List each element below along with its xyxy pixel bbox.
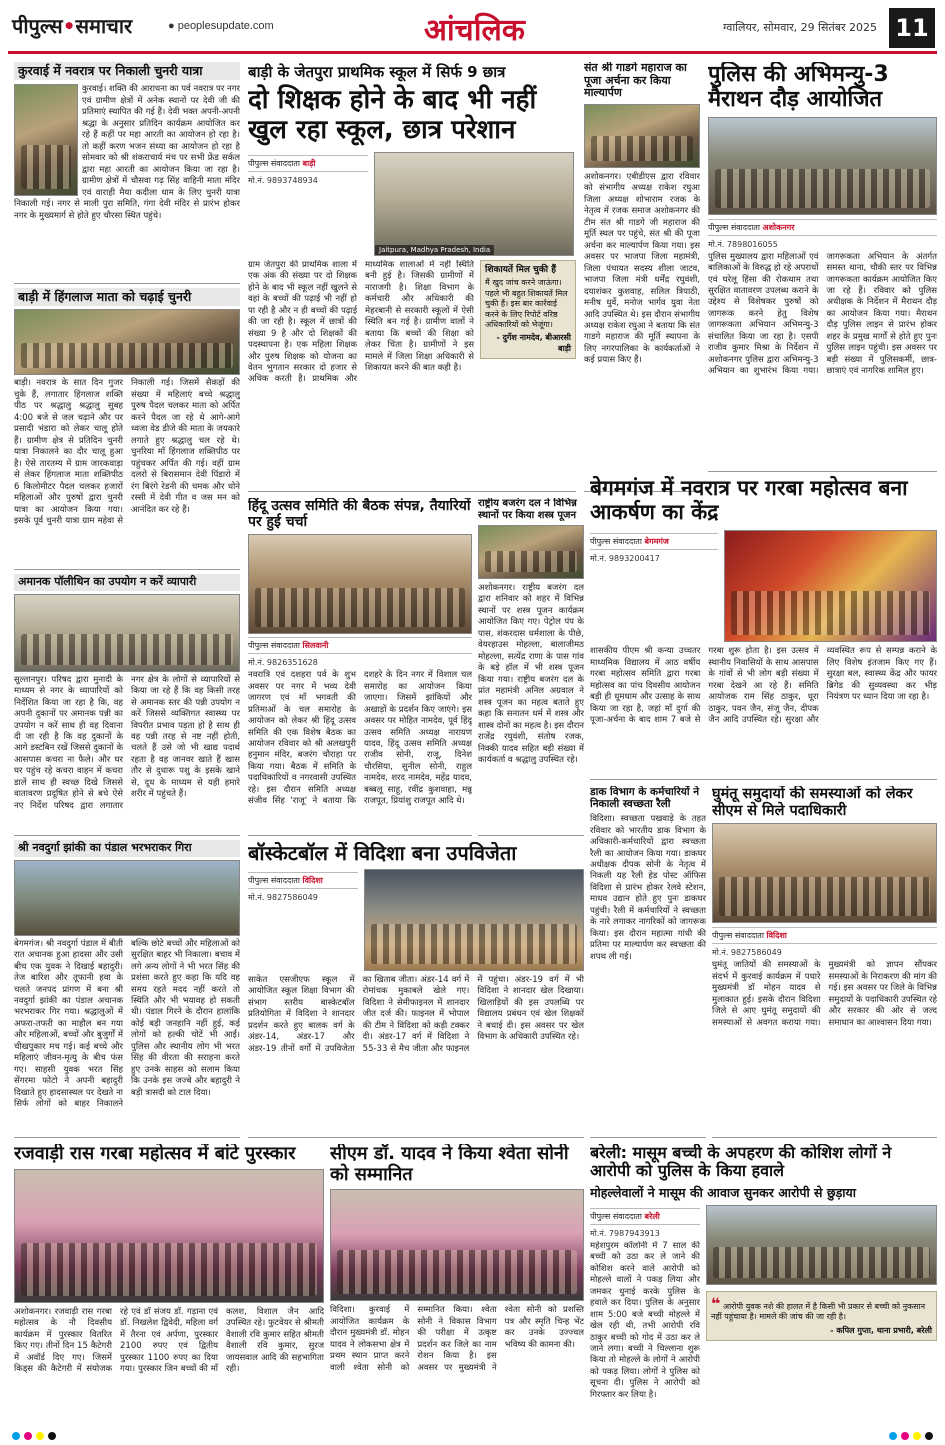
headline-basketball: बॉस्केटबॉल में विदिशा बना उपविजेता (248, 842, 517, 865)
body-bajrang: अशोकनगर। राष्ट्रीय बजरंग दल द्वारा शनिवार को शहर में विभिन्न स्थानों पर शस्त्र पूजन कार्यक्रम आयोजित किए गए। पेट्रोल पंप के पास, शंकरदास धर्मशाला के पीछे, वेयरहाउस मोहल्ला, बालाजीमठ मोहल्ला, सत्येंद्र राणा के पास गांव के बड़े हॉल में भी शस्त्र पूजन किया गया। राष्ट्रीय बजरंग दल के प्रांत महामंत्री अनिल अग्रवाल ने शस्त्र पूजन का महत्व बताते हुए कहा कि सनातन धर्म में शस्त्र और शास्त्र दोनों का महत्व है। इस दौरान राजेंद्र रघुवंशी, संतोष रजक, निक्की यादव सहित बड़ी संख्या में कार्यकर्ता व श्रद्धालु उपस्थित रहे। (478, 583, 584, 766)
begumganj-row (590, 530, 937, 642)
website-url-text: peoplesupdate.com (177, 20, 274, 32)
body-polythene: सुल्तानपुर। परिषद द्वारा मुनादी के माध्यम से नगर के व्यापारियों को निर्देशित किया जा रहा है कि, वह अपनी दुकानों पर अमानक पन्नी का उपयोग न करें साथ ही वह दिवाना दी जा रही है कि वह दुकानों के आगे डस्टबिन रखें जिससे दुकानों के आसपास कचरा ना फैले। और घर घर पहुंच रहे कचरा वाहन में कचरा डालें साथ ही स्वच्छ दिखे जिससे वातावरण प्रदूषित होने से बचे ऐसे नए निर्देश परिषद द्वारा लगातार नगर क्षेत्र के लोगों से व्यापारियों से किया जा रहे हैं कि वह किसी तरह से अमानक स्तर की पन्नी उपयोग न करें जिससे व्यक्तिगत स्वास्थ्य पर विपरीत प्रभाव पड़ता हो है साथ ही वह पन्नी तरह से नष्ट नहीं होती, चलते हैं उसे जो भी खाद्य पदार्थ रहता है वह जानवर खाते हैं खास तौर से दुधारू पशु के इसके खाने से, दूध के माध्यम से यही हमारे शरीर में पहुंचते हैं। (14, 674, 240, 811)
body-kurwai: कुरवाई। शक्ति की आराधना का पर्व नवरात्र पर नगर एवं ग्रामीण क्षेत्रों में अनेक स्थानों पर देवी जी की प्रतिमाएं स्थापित की गई हैं। देवी भक्त अपनी-अपनी श्रद्धा के अनुसार प्रतिदिन कार्यक्रम आयोजित कर रहे हैं कहीं पर महा आरती का आयोजन हो रहा है। तो कहीं करण भजन संध्या का आयोजन हो रहा है सोमवार को श्री शंकराचार्य मंच पर सभी फ्रेंड सर्कल द्वारा महा आरती का आयोजन किया जा रहा है। ग्रामीण क्षेत्रों में चौसवा गढ़ सिंह वाहिनी माता मंदिर एवं वाराही मैया कदीला धाम के लिए चुनरी यात्रा निकाली गई। नगर से माली पुरा समिति, गंगा देवी मंदिर से प्रारंभ होकर नगर के मुख्यमार्ग से होते हुए चौरसा स्थित पहुंचे। (14, 84, 240, 221)
byline-place: बेगमगंज (644, 537, 669, 547)
byline-police (708, 219, 937, 236)
headline-police: पुलिस की अभिमन्यु-3 मैराथन दौड़ आयोजित (708, 62, 889, 113)
jetpura-top-row (248, 152, 576, 256)
byline-begumganj (590, 533, 718, 550)
headline-begumganj: बेगमगंज में नवरात्र पर गरबा महोत्सव बना आकर्षण का केंद्र (590, 476, 908, 525)
body-dak: विदिशा। स्वच्छता पखवाड़े के तहत रविवार को भारतीय डाक विभाग के अधिकारी-कर्मचारियों द्वारा स्वच्छता रैली का आयोजन किया गया। डाकघर अधीक्षक दीपक सोनी के नेतृत्व में निकली यह रैली हेड पोस्ट ऑफिस विदिशा से प्रारंभ होकर रेलवे स्टेशन, माधव उद्यान होते हुए पुनः डाकघर पहुंची। रैली में कर्मचारियों ने स्वच्छता के नारे लगाकर नागरिकों को जागरूक किया। इस दौरान महात्मा गांधी की प्रतिमा पर माल्यार्पण कर स्वच्छता की शपथ ली गई। (590, 814, 706, 962)
story-ghumantu[interactable] (712, 786, 937, 1138)
byline-place: सिलवानी (302, 641, 329, 651)
body-bareli: महेशपुरम कॉलोनी में 7 साल की बच्ची को उठा कर ले जाने की कोशिश करने वाले आरोपी को मोहल्ले वालों ने पकड़ लिया और जमकर धुनाई करके पुलिस के हवाले कर दिया। पुलिस के अनुसार शाम 5:00 बजे बच्ची मोहल्ले में खेल रही थी, तभी आरोपी रवि ठाकुर बच्ची को गोद में उठा कर ले जाने लगा। बच्ची ने चिल्लाना शुरू किया तो मोहल्ले के लोगों ने आरोपी को पकड़ लिया। लोगों ने पुलिस को सूचना दी। पुलिस ने आरोपी को गिरफ्तार कर लिया है। (590, 1240, 700, 1400)
story-cm-yadav[interactable] (330, 1144, 584, 1426)
photo-jetpura-school (374, 152, 574, 256)
photo-bareli-accused (706, 1205, 937, 1285)
byline-place: बरेली (644, 1211, 660, 1221)
photo-people-figure (485, 551, 577, 572)
photo-shastra-pujan (478, 525, 584, 579)
photo-crowd-figure (715, 169, 930, 207)
headline-gadge: संत श्री गाडगे महाराज का पूजा अर्चना कर किया माल्यार्पण (584, 62, 687, 100)
body-basketball: साकेत एसजीएफ स्कूल में आयोजित स्कूल शिक्षा विभाग की संभाग स्तरीय बास्केटबॉल प्रतियोगिता में विदिशा ने शानदार प्रदर्शन करते हुए बालक वर्ग के अंडर-14, अंडर-17 और अंडर-19 तीनों वर्गों में उपविजेता का खिताब जीता। अंडर-14 वर्ग में रोमांचक मुकाबले खेले गए। विदिशा ने सेमीफाइनल में शानदार जीत दर्ज की। फाइनल में भोपाल की टीम ने विदिशा को कड़ी टक्कर दी। अंडर-17 वर्ग में विदिशा ने 55-33 से मैच जीता और फाइनल में पहुंचा। अंडर-19 वर्ग में भी विदिशा ने शानदार खेल दिखाया। खिलाड़ियों की इस उपलब्धि पर विद्यालय प्रबंधन एवं खेल शिक्षकों ने बधाई दी। इस अवसर पर खेल विभाग के अधिकारी उपस्थित रहे। (248, 975, 584, 1054)
kicker-jetpura: बाड़ी के जेतपुरा प्राथमिक स्कूल में सिर्फ 9 छात्र (248, 63, 506, 81)
photo-people-figure (713, 1247, 930, 1278)
headline-rajwadi: रजवाड़ी रास गरबा महोत्सव में बांटे पुरस्कार (14, 1144, 296, 1164)
story-rajwadi-garba[interactable] (14, 1144, 324, 1426)
swatch-magenta (24, 1432, 32, 1440)
photo-basketball-match (364, 869, 584, 971)
byline-place: विदिशा (302, 876, 323, 885)
photo-polythene-shop (14, 594, 240, 672)
photo-crowd-figure (21, 145, 71, 189)
hindu-utsav-top (248, 534, 472, 634)
mobile-basketball: मो.नं. 9827586049 (248, 893, 318, 902)
photo-badi-chunri-yatra (14, 309, 240, 375)
byline-prefix: पीपुल्स संवाददाता (248, 641, 300, 651)
bareli-quote-by: - कपिल गुप्ता, थाना प्रभारी, बरेली (830, 1325, 932, 1335)
story-polythene[interactable] (14, 574, 240, 836)
story-gadge[interactable] (584, 62, 700, 492)
photo-players-figure (371, 924, 577, 964)
headline-dak: डाक विभाग के कर्मचारियों ने निकाली स्वच्छता रैली (590, 786, 700, 811)
byline-prefix: पीपुल्स संवाददाता (590, 537, 642, 547)
body-badi: बाड़ी। नवरात्र के सात दिन गुजर चुके हैं, लगातार हिंगलाज शक्ति पीठ पर श्रद्धालु श्रद्धालु सुबह 4:00 बजे से जल चढ़ाने और पर प्रसादी भंडारा को लेकर चालू होते हैं। ग्रामीण क्षेत्र से प्रतिदिन चुनरी यात्रा निकालने का दौर चालू हुआ है। ऐसे तारतम्य में ग्राम जारकवाड़ा से लेकर हिंगलाज माता शक्तिपीठ 6 किलोमीटर पैदल चलकर हजारों महिलाओं और पुरुषों द्वारा चुनरी यात्रा का आयोजन किया गया। इसके पूर्व चुनरी यात्रा ग्राम महेवा से निकाली गई। जिसमें सैकड़ों की संख्या में महिलाएं बच्चे श्रद्धालु पुरुष पैदल चलकर माता को अर्पित करने पैदल जा रहे थे आगे-आगे ध्वजा वेड डीजे की माता के जयकारे लगाते हुए श्रद्धालु चल रहे थे। चुनरिया माँ हिंगलाज शक्तिपीठ पर पहुंचकर अर्पित की गई। वहीं ग्राम दलरो से बिरासमान देवी पिंडारो में रंग बिरंगे रेडनी की चमक और धोने रस्सी में देवी गीत व जस मन को आनंदित कर रहे हैं। (14, 378, 240, 526)
photo-dancers-figure (731, 591, 930, 635)
photo-gadge-tribute (584, 104, 700, 168)
subhead-bareli: मोहल्लेवालों ने मासूम की आवाज सुनकर आरोपी से छुड़ाया (590, 1184, 857, 1200)
body-hindu-utsav: नवरात्रि एवं दशहरा पर्व के शुभ अवसर पर नगर में भव्य देवी जागरण एवं माँ भगवती की प्रतिमाओं के चल समारोह के आयोजन को लेकर श्री हिंदू उत्सव समिति की एक विशेष बैठक का आयोजन रविवार को श्री अलखपुरी हनुमान मंदिर, बजरंग चौराहा पर किया गया। बैठक में समिति के पदाधिकारियों व नगरवासी उपस्थित रहे। इस दौरान समिति अध्यक्ष संजीव सिंह 'राजू' ने बताया कि दशहरे के दिन नगर में विशाल चल समारोह का आयोजन किया जाएगा। जिसमें झांकियों और अखाड़ों के प्रदर्शन किए जाएंगे। इस अवसर पर मोहित नामदेव, पूर्व हिंदू उत्सव समिति अध्यक्ष नारायण यादव, हिंदू उत्सव समिति अध्यक्ष राजीव सोनी, राजू, दिनेश चौरसिया, सुनील सोनी, राहुल नामदेव, शरद नामदेव, महेंद्र यादव, बब्बलू साहू, रवींद्र कुशवाहा, मन्नू राजपूत, प्रियांशु राजपूत आदि थे। (248, 670, 472, 807)
photo-cm-felicitation (330, 1189, 584, 1301)
byline-place: विदिशा (766, 931, 787, 941)
mobile-bareli: मो.नं. 7987943913 (590, 1228, 660, 1238)
photo-crowd-figure (591, 136, 693, 161)
headline-kurwai: कुरवाई में नवरात्र पर निकाली चुनरी यात्रा (14, 62, 240, 80)
photo-people-figure (21, 1243, 317, 1296)
photo-kurwai-procession (14, 84, 78, 196)
body-begumganj: शासकीय पीएम श्री कन्या उच्चतर माध्यमिक विद्यालय में आठ वर्षीय गरबा महोत्सव समिति द्वारा गरबा महोत्सव का पांच दिवसीय आयोजन बड़ी ही धूमधाम और उत्साह के साथ किया जा रहा है, जहां माँ दुर्गा की पूजा-अर्चना के बाद शाम 7 बजे से गरबा शुरू होता है। इस उत्सव में स्थानीय निवासियों के साथ आसपास के गांवों से भी लोग बड़ी संख्या में गरबा देखने आ रहे हैं। समिति आयोजक राम सिंह ठाकुर, धूरा ठाकुर, पवन जैन, संजू जैन, दीपक जैन आदि उपस्थित रहे। सुरक्षा और व्यवस्थित रूप से सम्पन्न कराने के लिए विशेष इंतजाम किए गए हैं। सुरक्षा बल, स्वास्थ्य केंद्र और फायर ब्रिगेड की सुव्यवस्था कर भीड़ नियंत्रण पर ध्यान दिया जा रहा है। (590, 646, 937, 726)
photo-ghumantu-cm-meeting (712, 823, 937, 923)
story-bajrang-dal[interactable] (478, 498, 584, 836)
byline-bareli (590, 1208, 700, 1225)
registration-marks (8, 1432, 937, 1440)
swatch-black (48, 1432, 56, 1440)
byline-prefix: पीपुल्स संवाददाता (708, 222, 760, 232)
swatch-yellow (36, 1432, 44, 1440)
headline-bajrang: राष्ट्रीय बजरंग दल ने विभिन्न स्थानों पर किया शस्त्र पूजन (478, 498, 577, 521)
byline-prefix: पीपुल्स संवाददाता (590, 1211, 642, 1221)
brand-name-2: समाचार (75, 14, 133, 38)
brand-name: पीपुल्स (12, 14, 63, 38)
headline-badi: बाड़ी में हिंगलाज माता को चढ़ाई चुनरी (14, 288, 240, 306)
quote-mark-icon: ❝ (711, 1293, 721, 1313)
basketball-left (248, 869, 358, 971)
dateline: ग्वालियर, सोमवार, 29 सितंबर 2025 (723, 21, 877, 34)
byline-prefix: पीपुल्स संवाददाता (248, 876, 300, 885)
byline-prefix: पीपुल्स संवाददाता (248, 158, 300, 168)
body-cm-yadav: विदिशा। कुरवाई में आयोजित कार्यक्रम के दौरान मुख्यमंत्री डॉ. मोहन यादव ने लोकसभा क्षेत्र में प्रथम स्थान प्राप्त करने वाली श्वेता सोनी को सम्मानित किया। श्वेता सोनी ने विकास विभाग की परीक्षा में उत्कृष्ट प्रदर्शन कर जिले का नाम रोशन किया है। इस अवसर पर मुख्यमंत्री ने श्वेता सोनी को प्रशस्ति पत्र और स्मृति चिन्ह भेंट कर उनके उज्ज्वल भविष्य की कामना की। (330, 1305, 584, 1373)
complaint-text: मैं खुद जांच करने जाऊंगा। पहले भी बहुत शिकायतें मिल चुकी हैं। इस बार कार्रवाई करने के लिए रिपोर्ट वरिष्ठ अधिकारियों को भेजूंगा। (485, 278, 568, 330)
photo-collapsed-pandal (14, 860, 240, 936)
byline-place: अशोकनगर (762, 222, 795, 232)
photo-people-figure (255, 588, 465, 627)
mobile-hindu-utsav: मो.नं. 9826351628 (248, 658, 318, 668)
website-url[interactable]: ● peoplesupdate.com (168, 20, 274, 32)
complaint-box (480, 260, 576, 359)
story-kurwai[interactable] (14, 62, 240, 284)
headline-polythene: अमानक पॉलीथिन का उपयोग न करें व्यापारी (14, 574, 240, 591)
story-bareli[interactable] (590, 1144, 937, 1426)
story-hindu-utsav[interactable] (248, 498, 472, 836)
bareli-left (590, 1205, 700, 1411)
photo-people-figure (337, 1250, 577, 1294)
swatch-cyan-right (889, 1432, 897, 1440)
swatch-magenta-right (901, 1432, 909, 1440)
swatch-yellow-right (913, 1432, 921, 1440)
photo-garba-dancers (724, 530, 937, 642)
headline-hindu-utsav: हिंदू उत्सव समिति की बैठक संपन्न, तैयारियों पर हुई चर्चा (248, 498, 471, 531)
story-jetpura[interactable] (248, 62, 576, 492)
body-jetpura: ग्राम जेतपुरा की प्राथमिक शाला में एक अंक की संख्या पर दो शिक्षक होने के बाद भी स्कूल नहीं खुलने से वहां के बच्चों की पढ़ाई भी नहीं हो पा रही है और न ही बच्चों की पढ़ाई की जा रही है। स्कूल में छात्रों की संख्या 9 है और दो शिक्षकों की पदस्थापना है। एक महिला शिक्षक और पुरुष शिक्षक को योजना का वेतन भुगतान सरकार दो हजार से अधिक करती है। प्राथमिक और माध्यमिक शालाओं में नहीं स्थिति बनी हुई है। जिसकी ग्रामीणों में नाराजगी है। शिक्षा विभाग के कर्मचारी और अधिकारी की मेहरबानी से सरकारी स्कूलों में ऐसी स्थिति बन गई है। ग्रामीण वालों ने बताया कि बच्चों की शिक्षा को लेकर चिंता है। ग्रामीणों ने इस मामले में जिला शिक्षा अधिकारी से शिकायत करने की बात कही है। (248, 259, 474, 385)
bareli-quote-box (706, 1291, 937, 1341)
body-gadge: अशोकनगर। एबीडीएस द्वारा रविवार को संभागीय अध्यक्ष राकेश रघुआ जिला अध्यक्ष शोभाराम रजक के नेतृत्व में रजक समाज अशोकनगर की टीम संत श्री गाडगे जी महाराज की मूर्ति स्थल पर पहुंचे, संत श्री की पूजा अर्चना कर माल्यार्पण किया गया। इस अवसर पर भाजपा जिला महामंत्री, जिला पंचायत सदस्य शीला जाटव, भाजपा जिला मंत्री धर्मेंद्र रघुवंशी, दयाशंकर कुशवाह, सलिल त्रिपाठी, मनीष धुर्वे, मनोज भार्गव युवा नेता आदि उपस्थित थे। इस दौरान संभागीय अध्यक्ष राकेश रघुआ ने बताया कि संत गाडगे महाराज की मूर्ति स्थापना के लिए नगरपालिका के कार्यकर्ताओं ने कई प्रयास किए हैं। (584, 171, 700, 366)
headline-cm-yadav: सीएम डॉ. यादव ने किया श्वेता सोनी को सम्मानित (330, 1144, 569, 1185)
complaint-by: - दुर्गेश नामदेव, बीआरसी बाड़ी (496, 333, 571, 353)
story-navdurga[interactable] (14, 840, 240, 1138)
complaint-title: शिकायतें मिल चुकी हैं (485, 264, 556, 275)
begumganj-left (590, 530, 718, 642)
mobile-police: मो.नं. 7898016055 (708, 239, 778, 249)
headline-jetpura: दो शिक्षक होने के बाद भी नहीं खुल रहा स्कूल, छात्र परेशान (248, 85, 537, 145)
swatch-cyan (12, 1432, 20, 1440)
bareli-quote: आरोपी युवक नशे की हालत में है किसी भी प्रकार से बच्ची को नुकसान नहीं पहुंचाया है। मामले की जांच की जा रही है। (711, 1301, 926, 1322)
mobile-begumganj: मो.नं. 9893200417 (590, 554, 660, 564)
byline-place: बाड़ी (302, 158, 316, 168)
bareli-right (706, 1205, 937, 1411)
page-number: 11 (889, 8, 935, 48)
body-ghumantu: घुमंतू जातियों की समस्याओं के संदर्भ में कुरवाई कार्यक्रम में पधारे मुख्यमंत्री डॉ मोहन यादव से मुलाकात हुई। इसके दौरान विदिशा जिले से आए घुमंतू समुदायों की समस्याओं से अवगत कराया गया। मुख्यमंत्री को ज्ञापन सौंपकर समस्याओं के निराकरण की मांग की गई। इस अवसर पर जिले के विभिन्न समुदायों के पदाधिकारी उपस्थित रहे और सरकार की ओर से जल्द समाधान का आश्वासन दिया गया। (712, 960, 937, 1028)
headline-bareli: बरेली: मासूम बच्ची के अपहरण की कोशिश लोगों ने आरोपी को पुलिस के किया हवाले (590, 1144, 892, 1181)
story-begumganj-garba[interactable] (590, 476, 937, 780)
byline-hindu-utsav (248, 637, 472, 654)
headline-ghumantu: घुमंतू समुदायों की समस्याओं को लेकर सीएम से मिले पदाधिकारी (712, 786, 913, 819)
mobile-jetpura: मो.नं. 9893748934 (248, 175, 318, 185)
section-title: आंचलिक (424, 13, 525, 48)
body-navdurga: बेगमगंज। श्री नवदुर्गा पंडाल में बीती रात अचानक हुआ हादसा और उसी बीच एक युवक ने दिखाई बहादुरी। तेज बारिश और तूफानी हवा के चलते जनपद प्रांगण में बना श्री नवदुर्गा झांकी का पंडाल अचानक भरभराकर गिर गया। श्रद्धालुओं में अफरा-तफरी का माहौल बन गया और महिलाओं, बच्चों और बुजुर्गों में चीखपुकार मच गई। कई बच्चे और महिलाएं जीवन-मृत्यु के बीच फंस गए। साहसी युवक भरत सिंह सेंगरमा फोटो ने अपनी बहादुरी दिखाते हुए हादसास्थल पर देखते ना सिर्फ लोगों को बाहर निकालने बल्कि छोटे बच्चों और महिलाओं को सुरक्षित बाहर भी निकाला। बचाव में लगे अन्य लोगों ने भी भरत सिंह की प्रशंसा करते हुए कहा कि यदि वह समय रहते मदद नहीं करते तो स्थिति और भी भयावह हो सकती थी। पंडाल गिरने के दौरान हालांकि कोई बड़ी जनहानि नहीं हुई, कई लोगों को हल्की चोटें भी आईं। पुलिस और स्थानीय लोग भी भरत सिंह की वीरता की सराहना करते हुए उनके साहस को सलाम किया कि उनके इस जज्बे और बहादुरी ने बड़ी त्रासदी को टाल दिया। (14, 938, 240, 1110)
byline-ghumantu (712, 927, 937, 944)
masthead (8, 6, 937, 54)
photo-people-figure (21, 634, 233, 664)
swatch-black-right (925, 1432, 933, 1440)
photo-location-caption: Jaitpura, Madhya Pradesh, India (375, 245, 494, 255)
basketball-row (248, 869, 584, 971)
jetpura-bottom-row (248, 260, 576, 492)
photo-hindu-utsav-meeting (248, 534, 472, 634)
body-rajwadi: अशोकनगर। रजवाड़ी रास गरबा महोत्सव के नौ दिवसीय कार्यक्रम में पुरस्कार वितरित किए गए। तीनों दिन 15 कैटेगरी में अवॉर्ड दिए गए। जिसमें किड्स की कैटेगरी में संयोजक रहे एवं डॉ संजय डॉ. गड़ाना एवं डॉ. निखलेश द्विवेदी, महिला वर्ग में तैरना एवं अर्पणा, पुरस्कार 2100 रुपए एवं द्वितीय पुरस्कार 1100 रुपए का दिया गया। पुरस्कार जिन बच्चों की माँ कलश, विशाल जैन आदि उपस्थित रहे। फुटवेयर से श्रीमती वैशाली रवि कुमार सहित श्रीमती वैशाली रवि कुमार, सुरज जायसवाल आदि की सहभागिता रही। (14, 1306, 324, 1375)
jetpura-side-box (480, 260, 576, 492)
photo-crowd-figure (21, 343, 233, 369)
body-police: पुलिस मुख्यालय द्वारा महिलाओं एवं बालिकाओं के विरुद्ध हो रहे अपराधों एवं घरेलू हिंसा की रोकथाम तथा सुरक्षित वातावरण उपलब्ध कराने के उद्देश्य से विशेषकर पुरुषों को जागरूक करने हेतु विशेष जागरूकता अभियान अभिमन्यु-3 संचालित किया जा रहा है। एसपी राजीव कुमार मिश्रा के निर्देशन में अशोकनगर पुलिस द्वारा अभिमन्यु-3 अभियान का शुभारंभ किया गया। जागरूकता अभियान के अंतर्गत समस्त थाना, चौकी स्तर पर विभिन्न जागरूकता कार्यक्रम आयोजित किए जा रहे हैं। रविवार को पुलिस अधीक्षक के निर्देशन में मैराथन दौड़ का आयोजन किया गया। मैराथन दौड़ पुलिस लाइन से प्रारंभ होकर शहर के प्रमुख मार्गों से होते हुए पुनः पुलिस लाइन पहुंची। इस अवसर पर बड़ी संख्या में पुलिसकर्मी, छात्र-छात्राएं एवं नागरिक शामिल हुए। (708, 251, 937, 377)
mobile-ghumantu: मो.नं. 9827586049 (712, 948, 782, 958)
brand-logo (12, 12, 132, 39)
byline-jetpura (248, 155, 368, 172)
jetpura-byline-box (248, 152, 368, 256)
byline-prefix: पीपुल्स संवाददाता (712, 931, 764, 941)
headline-navdurga: श्री नवदुर्गा झांकी का पंडाल भरभराकर गिरा (14, 840, 240, 857)
bareli-row (590, 1205, 937, 1411)
photo-rajwadi-awards (14, 1169, 324, 1303)
story-dak-vibhag[interactable] (590, 786, 706, 1138)
byline-basketball (248, 872, 358, 889)
photo-people-figure (719, 877, 930, 916)
brand-separator: • (62, 14, 76, 38)
story-badi[interactable] (14, 288, 240, 570)
story-police-marathon[interactable] (708, 62, 937, 472)
photo-marathon (708, 117, 937, 215)
story-basketball[interactable] (248, 842, 584, 1138)
